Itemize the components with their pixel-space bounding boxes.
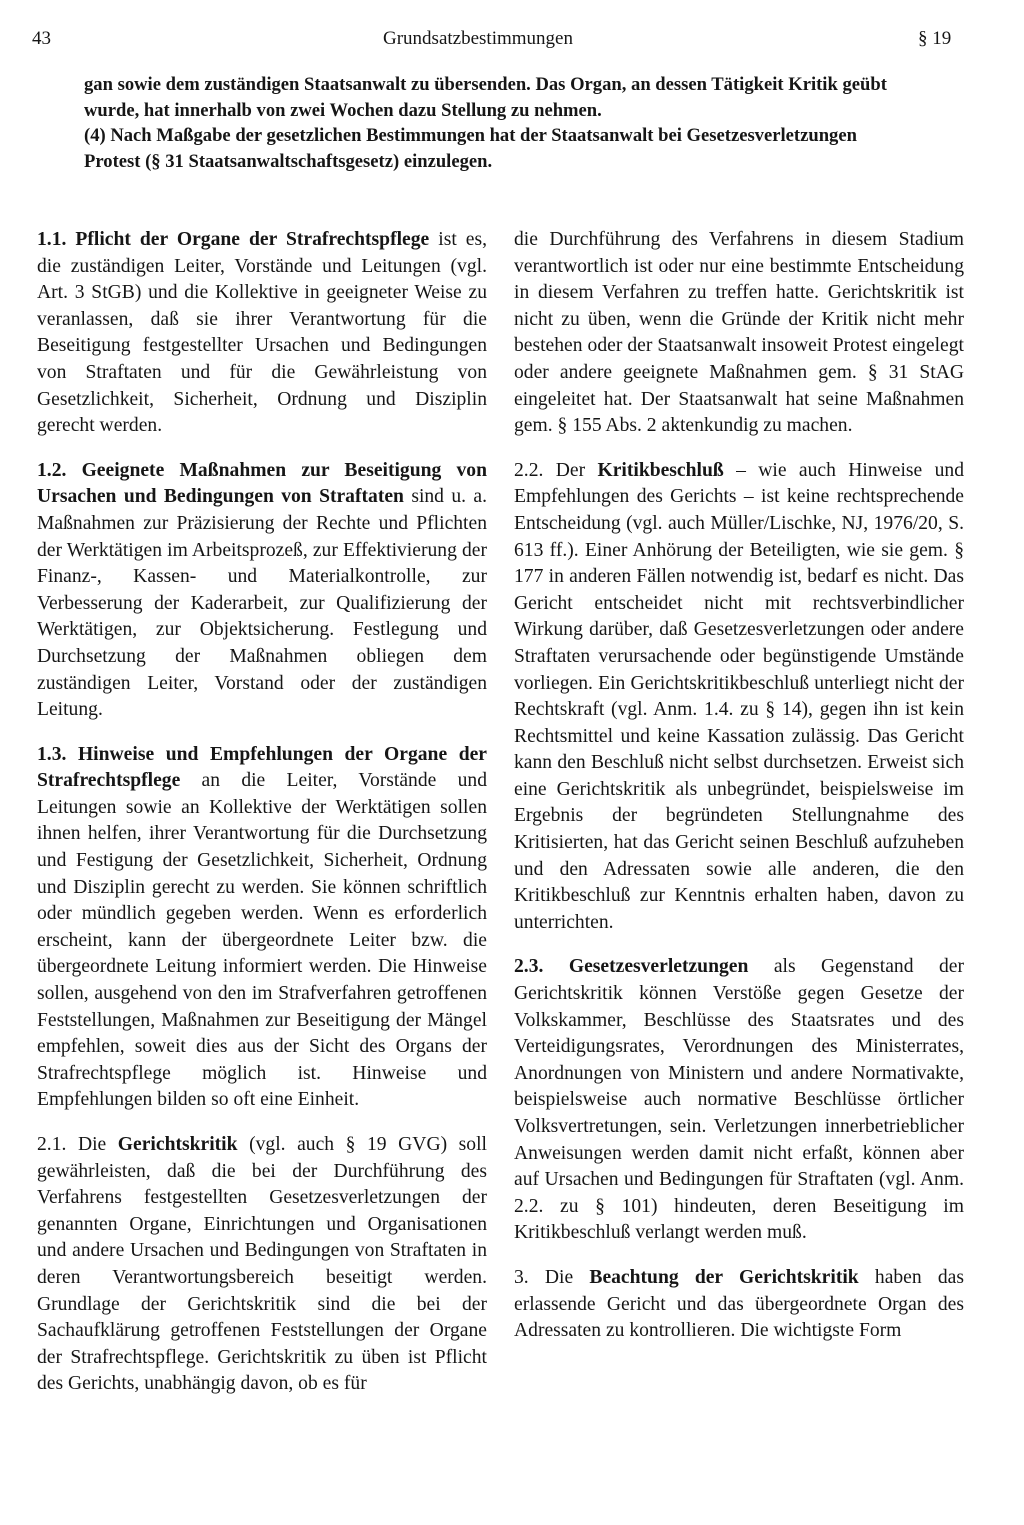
annotation-paragraph [37, 227, 487, 440]
annotation-heading: 1.1. Pflicht der Organe der Strafrechtspflege [37, 229, 430, 250]
annotation-heading: Kritikbeschluß [597, 459, 724, 481]
left-column [37, 227, 487, 1416]
annotation-paragraph [37, 458, 487, 724]
annotation-prefix: 2.2. Der [514, 459, 598, 481]
annotation-heading: 2.3. Gesetzesverletzungen [514, 956, 749, 978]
page-header [0, 28, 1024, 58]
section-number: § 19 [918, 28, 952, 49]
statute-paragraph: gan sowie dem zuständigen Staatsanwalt zu übersenden. Das Organ, an dessen Tätigkeit Kritik geübt wurde, hat innerhalb von zwei Wochen dazu Stellung zu nehmen. [84, 74, 887, 121]
annotation-paragraph [37, 1132, 487, 1398]
annotation-paragraph [514, 1265, 964, 1345]
right-column [514, 227, 964, 1363]
annotation-body: haben das erlassende Gericht und das übergeordnete Organ des Adressaten zu kontrollieren. Die wichtigste Form [514, 1266, 964, 1342]
annotation-body: an die Leiter, Vorstände und Leitungen sowie an Kollektive der Werktätigen sollen ihnen helfen, ihrer Verantwortung für die Durchsetzung und Festigung der Gesetzlichkeit, Sicherheit, Ordnung und Disziplin gerecht zu werden. Sie können schriftlich oder mündlich gegeben werden. Wenn es erforderlich erscheint, kann der übergeordnete Leiter bzw. die übergeordnete Leitung informiert werden. Die Hinweise sollen, ausgehend von den im Strafverfahren getroffenen Feststellungen, Maßnahmen zur Beseitigung der Mängel empfehlen, soweit dies aus der Sicht des Organs der Strafrechtspflege möglich ist. Hinweise und Empfehlungen bilden so oft eine Einheit. [37, 770, 487, 1111]
annotation-body: ist es, die zuständigen Leiter, Vorstände und Leitungen (vgl. Art. 3 StGB) und die Kollektive in geeigneter Weise zu veranlassen, daß sie ihrer Verantwortung für die Beseitigung festgestellter Ursachen und Bedingungen von Straftaten und für die Gewährleistung von Gesetzlichkeit, Sicherheit, Ordnung und Disziplin gerecht werden. [37, 229, 487, 437]
annotation-body: – wie auch Hinweise und Empfehlungen des Gerichts – ist keine rechtsprechende Entscheidung (vgl. auch Müller/Lischke, NJ, 1976/20, S. 613 ff.). Einer Anhörung der Beteiligten, wie sie gem. § 177 in anderen Fällen notwendig ist, bedarf es nicht. Das Gericht entscheidet nicht mit rechtsverbindlicher Wirkung darüber, daß Gesetzesverletzungen oder andere Straftaten verursachende oder begünstigende Umstände vorliegen. Ein Gerichtskritikbeschluß unterliegt nicht der Rechtskraft (vgl. Anm. 1.4. zu § 14), gegen ihn ist kein Rechtsmittel und keine Kassation zulässig. Das Gericht kann den Beschluß nicht selbst durchsetzen. Erweist sich eine Gerichtskritik als unbegründet, beispielsweise im Ergebnis der begründeten Stellungnahme des Kritisierten, hat das Gericht seinen Beschluß aufzuheben und den Adressaten sowie alle anderen, die den Kritikbeschluß zur Kenntnis erhalten haben, davon zu unterrichten. [514, 459, 964, 933]
page-number: 43 [32, 28, 51, 49]
statute-text [84, 72, 914, 174]
annotation-prefix: 2.1. Die [37, 1134, 118, 1155]
annotation-paragraph [514, 954, 964, 1247]
annotation-heading: 1.2. Geeignete Maßnahmen zur Beseitigung von Ursachen und Bedingungen von Straftaten [37, 459, 487, 508]
statute-paragraph: (4) Nach Maßgabe der gesetzlichen Bestimmungen hat der Staatsanwalt bei Gesetzesverletzungen Protest (§ 31 Staatsanwaltschaftsgesetz) einzulegen. [84, 125, 857, 172]
annotation-heading: 1.3. Hinweise und Empfehlungen der Organe der Strafrechtspflege [37, 743, 487, 792]
annotation-body: als Gegenstand der Gerichtskritik können Verstöße gegen Gesetze der Volkskammer, Beschlüsse des Staatsrates und des Verteidigungsrates, Verordnungen des Ministerrates, Anordnungen von Ministern und andere Normativakte, beispielsweise auch normative Beschlüsse örtlicher Volksvertretungen, sein. Verletzungen innerbetrieblicher Anweisungen werden damit nicht erfaßt, können aber auf Ursachen und Bedingungen für Straftaten (vgl. Anm. 2.2. zu § 101) hindeuten, deren Beseitigung im Kritikbeschluß verlangt werden muß. [514, 956, 964, 1244]
annotation-paragraph [514, 458, 964, 937]
annotation-heading: Beachtung der Gerichtskritik [589, 1266, 859, 1288]
annotation-paragraph [37, 742, 487, 1114]
annotation-prefix: 3. Die [514, 1266, 590, 1288]
annotation-paragraph [514, 227, 964, 440]
annotation-heading: Gerichtskritik [117, 1134, 238, 1155]
annotation-body: (vgl. auch § 19 GVG) soll gewährleisten, daß die bei der Durchführung des Verfahrens festgestellten Gesetzesverletzungen der genannten Organe, Einrichtungen und Organisationen und andere Ursachen und Bedingungen von Straftaten in deren Verantwortungsbereich beseitigt werden. Grundlage der Gerichtskritik sind die bei der Sachaufklärung getroffenen Feststellungen der Organe der Strafrechtspflege. Gerichtskritik zu üben ist Pflicht des Gerichts, unabhängig davon, ob es für [37, 1134, 487, 1395]
annotation-body: die Durchführung des Verfahrens in diesem Stadium verantwortlich ist oder nur eine bestimmte Entscheidung in diesem Verfahren zu treffen hatte. Gerichtskritik ist nicht zu üben, wenn die Gründe der Kritik nicht mehr bestehen oder der Staatsanwalt insoweit Protest eingelegt oder andere geeignete Maßnahmen gem. § 31 StAG eingeleitet hat. Der Staatsanwalt hat seine Maßnahmen gem. § 155 Abs. 2 aktenkundig zu machen. [514, 229, 964, 437]
running-title: Grundsatzbestimmungen [383, 28, 573, 49]
annotation-body: sind u. a. Maßnahmen zur Präzisierung der Rechte und Pflichten der Werktätigen im Arbeitsprozeß, zur Effektivierung der Finanz-, Kassen- und Materialkontrolle, zur Verbesserung der Kaderarbeit, zur Qualifizierung der Werktätigen, zur Objektsicherung. Festlegung und Durchsetzung der Maßnahmen obliegen dem zuständigen Leiter, Vorstand oder der zuständigen Leitung. [37, 486, 487, 721]
